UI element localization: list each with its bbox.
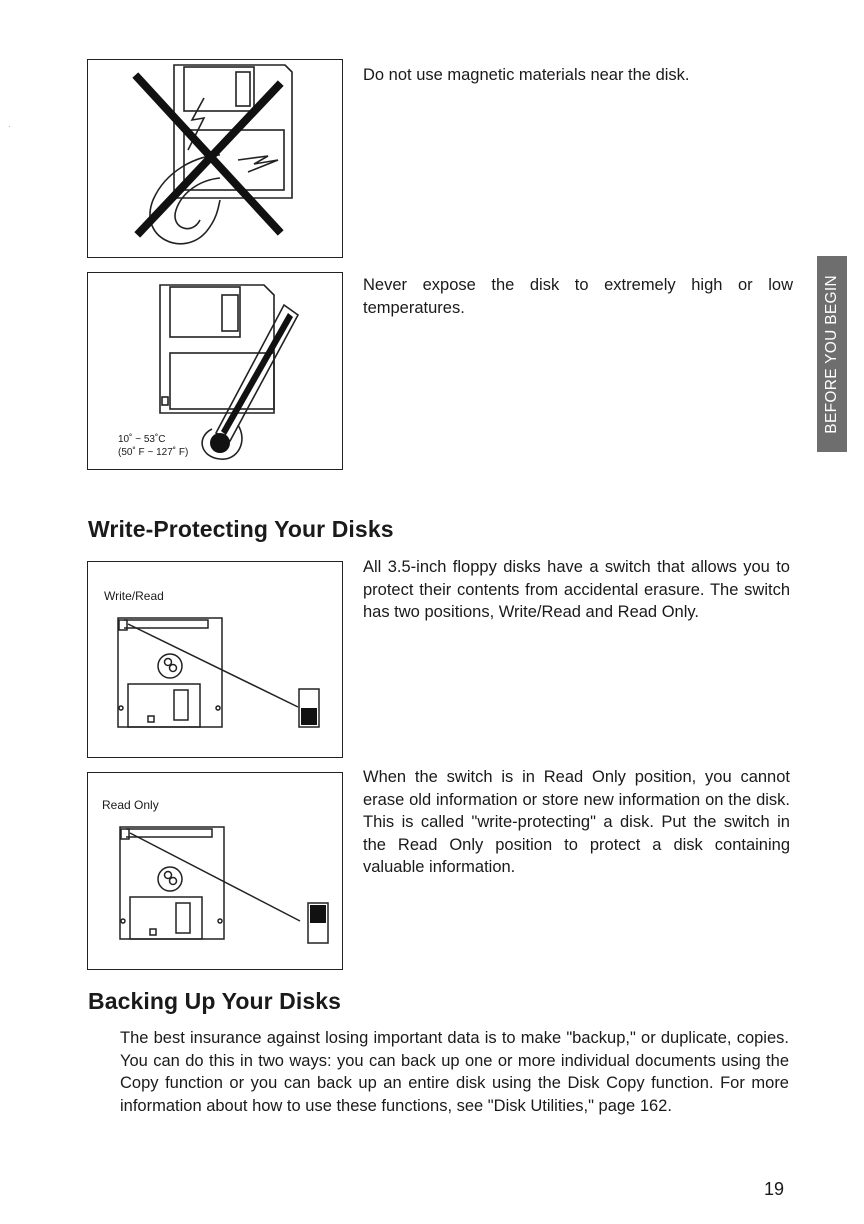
side-tab-label: BEFORE YOU BEGIN [823, 274, 840, 434]
temperature-warning-figure [87, 272, 343, 470]
backup-text: The best insurance against losing important data is to make "backup," or duplicate, copies. You can do this in two ways: you can back up one or more individual documents using the Copy function or you can back up an entire disk using the Disk Copy function. For more information about how to use these functions, see "Disk Utilities," page 162. [120, 1029, 789, 1115]
write-read-label: Write/Read [104, 589, 164, 603]
temperature-range-label [118, 433, 188, 459]
magnetic-warning-text: Do not use magnetic materials near the disk. [363, 66, 690, 84]
read-only-disk-illustration [88, 773, 344, 971]
read-only-label: Read Only [102, 798, 159, 812]
section-side-tab [817, 256, 847, 452]
celsius-range: 10˚ ~ 53˚C [118, 434, 166, 445]
write-protect-intro: All 3.5-inch floppy disks have a switch that allows you to protect their contents from accidental erasure. The switch has two positions, Write/Read and Read Only. [363, 558, 790, 621]
temperature-warning-text: Never expose the disk to extremely high or low temperatures. [363, 276, 793, 317]
fahrenheit-range: (50˚ F ~ 127˚ F) [118, 447, 189, 458]
write-protect-heading: Write-Protecting Your Disks [88, 516, 394, 542]
write-read-figure [87, 561, 343, 758]
magnet-warning-figure [87, 59, 343, 258]
write-read-disk-illustration [88, 562, 344, 759]
read-only-figure [87, 772, 343, 970]
page-number: 19 [764, 1179, 785, 1199]
margin-mark: · [8, 122, 11, 131]
read-only-text: When the switch is in Read Only position, you cannot erase old information or store new information on the disk. This is called "write-protecting" a disk. Put the switch in the Read Only position to protect a disk containing valuable information. [363, 768, 790, 876]
magnet-warning-illustration [88, 60, 344, 259]
backup-heading: Backing Up Your Disks [88, 988, 342, 1014]
